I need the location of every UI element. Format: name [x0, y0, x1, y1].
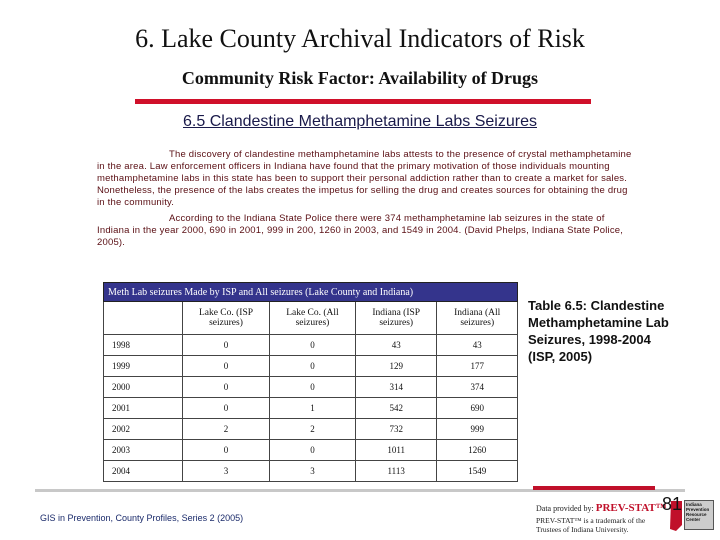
value-cell: 0 — [269, 335, 355, 356]
credit-brand: PREV-STAT™ — [595, 502, 667, 514]
value-cell: 1011 — [355, 440, 437, 461]
footer-source: GIS in Prevention, County Profiles, Series 2 (2005) — [40, 513, 244, 523]
value-cell: 1 — [269, 398, 355, 419]
paragraph-text: According to the Indiana State Police there were 374 methamphetamine lab seizures in the state of Indiana in the year 2000, 690 in 2001, 999 in 200, 1260 in 2003, and 1549 in 2004. (David Phelps, Indiana State Police, 2005). — [97, 213, 624, 248]
data-credit — [536, 502, 667, 514]
page-subtitle: Community Risk Factor: Availability of Drugs — [181, 68, 539, 88]
value-cell: 542 — [355, 398, 437, 419]
table-header-row — [104, 302, 518, 335]
value-cell: 3 — [269, 461, 355, 482]
paragraph — [97, 213, 637, 249]
value-cell: 1113 — [355, 461, 437, 482]
credit-prefix: Data provided by: — [536, 504, 596, 513]
year-cell: 1999 — [104, 356, 183, 377]
year-cell: 2002 — [104, 419, 183, 440]
value-cell: 2 — [183, 419, 270, 440]
data-table — [103, 282, 518, 482]
value-cell: 43 — [437, 335, 518, 356]
value-cell: 0 — [183, 398, 270, 419]
year-cell: 1998 — [104, 335, 183, 356]
table-caption: Meth Lab seizures Made by ISP and All seizures (Lake County and Indiana) — [104, 283, 518, 302]
paragraph — [97, 149, 637, 209]
table-row — [104, 398, 518, 419]
value-cell: 1260 — [437, 440, 518, 461]
value-cell: 129 — [355, 356, 437, 377]
value-cell: 1549 — [437, 461, 518, 482]
year-cell: 2000 — [104, 377, 183, 398]
value-cell: 314 — [355, 377, 437, 398]
table-row — [104, 356, 518, 377]
year-cell: 2003 — [104, 440, 183, 461]
value-cell: 0 — [183, 440, 270, 461]
value-cell: 0 — [269, 377, 355, 398]
paragraph-text: The discovery of clandestine methamphetamine labs attests to the presence of crystal methamphetamine in the area. Law enforcement officers in Indiana have found that the primary motivation of those individuals mounting methamphetamine labs in this state has been to support their personal addiction rather than to create a market for sales. Nonetheless, the presence of the labs creates the impetus for selling the drug and creates sources for obtaining the drug in the community. — [97, 149, 632, 208]
column-header: Lake Co. (All seizures) — [269, 302, 355, 335]
value-cell: 0 — [183, 356, 270, 377]
table-row — [104, 335, 518, 356]
table-row — [104, 461, 518, 482]
column-header: Indiana (All seizures) — [437, 302, 518, 335]
divider — [135, 99, 591, 104]
value-cell: 2 — [269, 419, 355, 440]
year-cell: 2004 — [104, 461, 183, 482]
value-cell: 374 — [437, 377, 518, 398]
section-heading: 6.5 Clandestine Methamphetamine Labs Seizures — [183, 113, 537, 130]
table-row — [104, 377, 518, 398]
column-header — [104, 302, 183, 335]
value-cell: 999 — [437, 419, 518, 440]
page-title: 6. Lake County Archival Indicators of Risk — [135, 24, 585, 53]
column-header: Indiana (ISP seizures) — [355, 302, 437, 335]
logo: Indiana Prevention Resource Center — [684, 500, 714, 530]
column-header: Lake Co. (ISP seizures) — [183, 302, 270, 335]
footer-accent — [533, 486, 655, 490]
trademark-note: PREV-STAT™ is a trademark of the Trustees of Indiana University. — [536, 516, 646, 534]
value-cell: 732 — [355, 419, 437, 440]
table-row — [104, 419, 518, 440]
year-cell: 2001 — [104, 398, 183, 419]
value-cell: 0 — [269, 356, 355, 377]
table-side-caption: Table 6.5: Clandestine Methamphetamine Lab Seizures, 1998-2004 (ISP, 2005) — [528, 298, 669, 364]
value-cell: 177 — [437, 356, 518, 377]
value-cell: 3 — [183, 461, 270, 482]
page-number: 81 — [662, 494, 683, 514]
value-cell: 690 — [437, 398, 518, 419]
value-cell: 0 — [183, 335, 270, 356]
value-cell: 43 — [355, 335, 437, 356]
value-cell: 0 — [269, 440, 355, 461]
value-cell: 0 — [183, 377, 270, 398]
table-row — [104, 440, 518, 461]
